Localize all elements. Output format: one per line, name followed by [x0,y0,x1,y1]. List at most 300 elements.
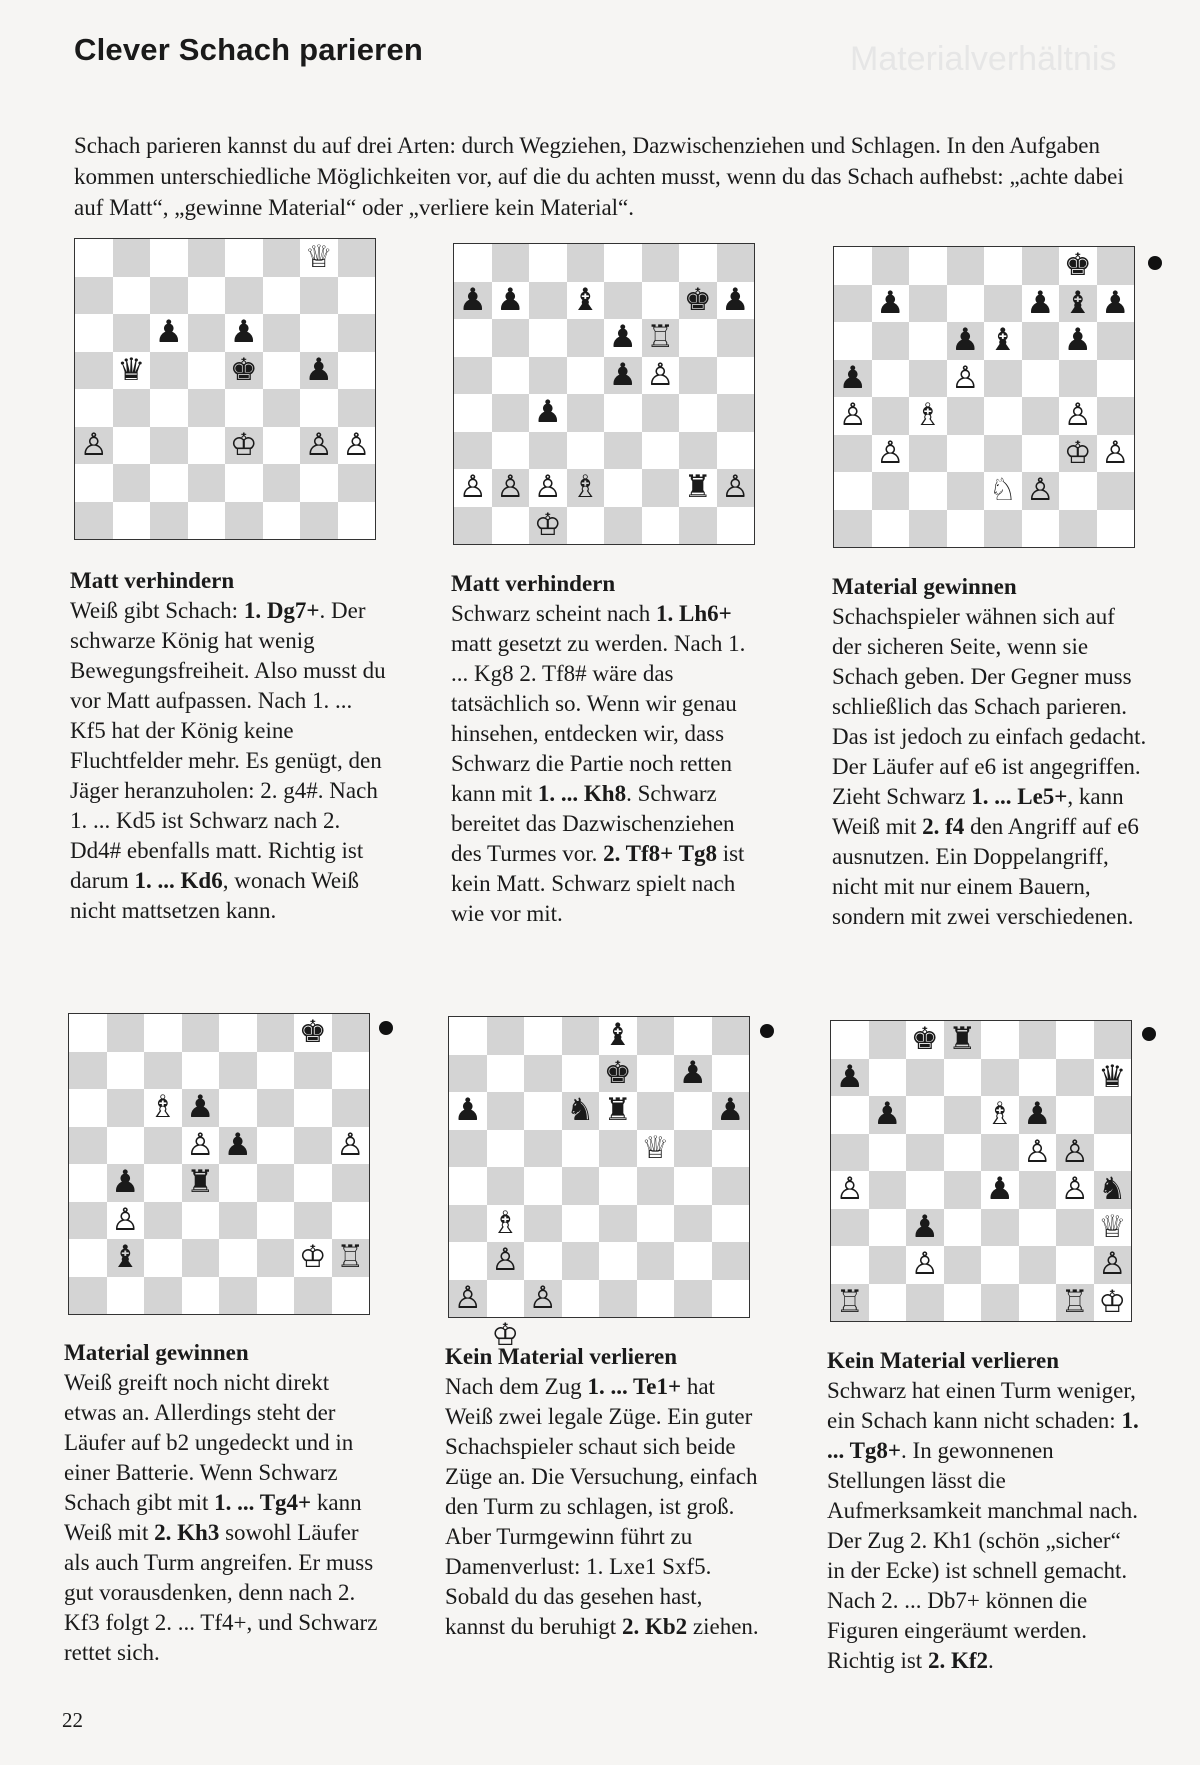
light-square [69,1239,107,1277]
black-pawn-piece: ♟ [458,281,487,318]
light-square [182,1277,220,1315]
light-square [487,1055,525,1093]
black-pawn-piece: ♟ [1101,284,1130,321]
dark-square [257,1164,295,1202]
light-square [674,1017,712,1055]
caption-heading: Material gewinnen [832,574,1017,599]
dark-square [449,1205,487,1243]
dark-square [219,1277,257,1315]
white-pawn-piece: ♙ [910,1246,939,1282]
light-square [263,427,301,465]
light-square [225,239,263,277]
light-square [150,239,188,277]
dark-square [637,1242,675,1280]
light-square [338,277,376,315]
dark-square [338,239,376,277]
light-square [75,464,113,502]
dark-square [1019,1246,1057,1284]
black-pawn-piece: ♟ [154,314,183,350]
dark-square [332,1014,370,1052]
move-notation: 1. Dg7+ [243,598,320,623]
dark-square [107,1014,145,1052]
light-square [1097,510,1135,548]
dark-square [294,1277,332,1315]
light-square [144,1014,182,1052]
dark-square [567,394,605,432]
light-square [869,1059,907,1097]
white-rook-piece: ♖ [646,319,675,355]
caption-body: Weiß gibt Schach: 1. Dg7+. Der schwarze König hat wenig Bewegungsfreiheit. Also musst du vor Matt aufpassen. Nach 1. ... Kf5 hat der König keine Fluchtfelder mehr. Es genügt, den Jäger heranzuholen: 2. g4#. Nach 1. ... Kd5 ist Schwarz nach 2. Dd4# ebenfalls matt. Richtig ist darum 1. ... Kd6, wonach Weiß nicht mattsetzen kann. [70,598,386,923]
caption-2 [451,569,767,929]
dark-square [1019,1171,1057,1209]
light-square [947,435,985,473]
dark-square [225,502,263,540]
black-pawn-piece: ♟ [678,1054,707,1091]
dark-square [1022,247,1060,285]
caption-5 [445,1342,761,1642]
black-pawn-piece: ♟ [608,319,637,355]
move-notation: 1. ... Te1+ [587,1374,682,1399]
black-bishop-piece: ♝ [603,1017,632,1053]
dark-square [834,510,872,548]
dark-square [1022,397,1060,435]
white-pawn-piece: ♙ [336,1126,365,1163]
dark-square [599,1130,637,1168]
light-square [872,360,910,398]
white-queen-piece: ♕ [641,1129,670,1166]
black-to-move-marker [1148,256,1162,270]
dark-square [637,1017,675,1055]
light-square [529,319,567,357]
dark-square [454,357,492,395]
black-king-piece: ♚ [1063,247,1092,283]
white-queen-piece: ♕ [1098,1208,1127,1245]
light-square [144,1239,182,1277]
move-notation: 2. Tf8+ Tg8 [603,841,717,866]
page-title: Clever Schach parieren [74,32,424,67]
dark-square [257,1089,295,1127]
white-pawn-piece: ♙ [458,469,487,505]
dark-square [1059,510,1097,548]
light-square [338,502,376,540]
light-square [257,1127,295,1165]
dark-square [599,1205,637,1243]
light-square [144,1164,182,1202]
light-square [562,1280,600,1318]
light-square [637,1205,675,1243]
light-square [449,1167,487,1205]
white-pawn-piece: ♙ [1063,397,1092,433]
chess-diagram-1 [74,238,376,540]
black-rook-piece: ♜ [603,1092,632,1128]
white-rook-piece: ♖ [835,1283,864,1320]
light-square [188,502,226,540]
dark-square [717,319,755,357]
move-notation: 2. f4 [922,814,965,839]
dark-square [712,1242,750,1280]
light-square [567,507,605,545]
black-bishop-piece: ♝ [988,322,1017,358]
light-square [869,1134,907,1172]
light-square [717,507,755,545]
dark-square [906,1134,944,1172]
dark-square [1056,1209,1094,1247]
white-pawn-piece: ♙ [304,426,333,463]
dark-square [872,472,910,510]
white-king-piece: ♔ [491,1317,520,1353]
dark-square [1022,322,1060,360]
move-notation: 1. ... Kh8 [537,781,627,806]
dark-square [1056,1059,1094,1097]
dark-square [454,507,492,545]
light-square [637,1280,675,1318]
light-square [981,1021,1019,1059]
white-queen-piece: ♕ [304,239,333,275]
light-square [1022,435,1060,473]
dark-square [981,1209,1019,1247]
light-square [219,1164,257,1202]
light-square [944,1134,982,1172]
dark-square [257,1014,295,1052]
dark-square [113,314,151,352]
black-pawn-piece: ♟ [716,1092,745,1128]
light-square [1056,1096,1094,1134]
chess-diagram-6 [830,1020,1132,1322]
dark-square [947,247,985,285]
light-square [1022,510,1060,548]
dark-square [144,1052,182,1090]
black-to-move-marker [760,1024,774,1038]
dark-square [717,244,755,282]
light-square [604,244,642,282]
dark-square [642,244,680,282]
white-pawn-piece: ♙ [1026,472,1055,508]
light-square [150,464,188,502]
dark-square [909,360,947,398]
dark-square [562,1017,600,1055]
light-square [984,247,1022,285]
dark-square [188,239,226,277]
dark-square [454,432,492,470]
light-square [75,389,113,427]
black-pawn-piece: ♟ [910,1208,939,1245]
move-notation: 2. Kb2 [621,1614,688,1639]
black-pawn-piece: ♟ [951,322,980,358]
light-square [524,1092,562,1130]
light-square [947,510,985,548]
dark-square [188,314,226,352]
black-knight-piece: ♞ [566,1092,595,1128]
black-pawn-piece: ♟ [186,1089,215,1125]
dark-square [1097,472,1135,510]
dark-square [637,1092,675,1130]
light-square [188,352,226,390]
light-square [219,1014,257,1052]
caption-heading: Material gewinnen [64,1340,249,1365]
dark-square [944,1171,982,1209]
light-square [294,1089,332,1127]
light-square [75,239,113,277]
move-notation: 1. Lh6+ [656,601,732,626]
light-square [1056,1021,1094,1059]
dark-square [219,1202,257,1240]
light-square [831,1021,869,1059]
dark-square [1097,322,1135,360]
white-pawn-piece: ♙ [342,426,371,463]
dark-square [674,1280,712,1318]
dark-square [144,1127,182,1165]
light-square [263,352,301,390]
black-pawn-piece: ♟ [111,1164,140,1200]
light-square [947,285,985,323]
dark-square [944,1096,982,1134]
light-square [332,1202,370,1240]
dark-square [487,1167,525,1205]
dark-square [263,464,301,502]
white-pawn-piece: ♙ [1023,1133,1052,1170]
white-bishop-piece: ♗ [913,397,942,433]
dark-square [150,502,188,540]
light-square [300,464,338,502]
dark-square [529,282,567,320]
light-square [529,244,567,282]
light-square [492,432,530,470]
dark-square [188,464,226,502]
light-square [831,1246,869,1284]
black-king-piece: ♚ [603,1054,632,1091]
caption-body: Nach dem Zug 1. ... Te1+ hat Weiß zwei legale Züge. Ein guter Schachspieler schaut sich beide Züge an. Die Versuchung, einfach den Turm zu schlagen, ist groß. Aber Turmgewinn führt zu Damenverlust: 1. Lxe1 Sxf5. Sobald du das gesehen hast, kannst du beruhigt 2. Kb2 ziehen. [445,1374,759,1639]
light-square [113,502,151,540]
dark-square [1097,247,1135,285]
light-square [642,432,680,470]
dark-square [263,239,301,277]
white-bishop-piece: ♗ [148,1089,177,1125]
black-rook-piece: ♜ [948,1021,977,1057]
light-square [637,1055,675,1093]
light-square [182,1202,220,1240]
light-square [113,427,151,465]
caption-3 [832,572,1148,932]
light-square [454,319,492,357]
dark-square [524,1130,562,1168]
move-notation: 1. ... Le5+ [971,784,1068,809]
light-square [984,397,1022,435]
dark-square [984,360,1022,398]
light-square [679,244,717,282]
dark-square [182,1014,220,1052]
white-pawn-piece: ♙ [186,1126,215,1163]
black-bishop-piece: ♝ [111,1239,140,1275]
dark-square [1059,360,1097,398]
dark-square [294,1127,332,1165]
dark-square [69,1052,107,1090]
light-square [604,394,642,432]
dark-square [984,285,1022,323]
light-square [332,1052,370,1090]
dark-square [332,1089,370,1127]
dark-square [831,1209,869,1247]
light-square [454,394,492,432]
light-square [712,1055,750,1093]
black-pawn-piece: ♟ [453,1092,482,1128]
black-pawn-piece: ♟ [873,1096,902,1132]
move-notation: 2. Kh3 [154,1520,220,1545]
dark-square [300,502,338,540]
dark-square [449,1055,487,1093]
dark-square [944,1246,982,1284]
white-king-piece: ♔ [533,506,562,543]
light-square [906,1171,944,1209]
light-square [1097,360,1135,398]
dark-square [150,352,188,390]
dark-square [113,389,151,427]
light-square [1022,360,1060,398]
dark-square [679,357,717,395]
black-pawn-piece: ♟ [223,1126,252,1163]
dark-square [1019,1021,1057,1059]
dark-square [492,394,530,432]
white-pawn-piece: ♙ [951,359,980,396]
dark-square [144,1202,182,1240]
dark-square [524,1055,562,1093]
light-square [225,464,263,502]
dark-square [529,432,567,470]
caption-heading: Kein Material verlieren [827,1348,1060,1373]
dark-square [188,389,226,427]
black-rook-piece: ♜ [186,1164,215,1200]
black-bishop-piece: ♝ [1063,284,1092,321]
white-pawn-piece: ♙ [453,1279,482,1316]
white-pawn-piece: ♙ [528,1279,557,1316]
dark-square [869,1171,907,1209]
light-square [834,322,872,360]
black-pawn-piece: ♟ [1026,284,1055,321]
white-pawn-piece: ♙ [876,434,905,471]
dark-square [712,1167,750,1205]
light-square [449,1242,487,1280]
light-square [454,244,492,282]
dark-square [113,464,151,502]
white-bishop-piece: ♗ [985,1096,1014,1132]
chess-diagram-5 [448,1016,750,1353]
light-square [944,1059,982,1097]
light-square [492,507,530,545]
dark-square [107,1089,145,1127]
white-king-piece: ♔ [229,426,258,463]
dark-square [642,394,680,432]
light-square [107,1127,145,1165]
dark-square [150,277,188,315]
light-square [332,1277,370,1315]
black-pawn-piece: ♟ [1023,1096,1052,1132]
dark-square [712,1017,750,1055]
light-square [487,1280,525,1318]
dark-square [338,389,376,427]
dark-square [717,394,755,432]
chess-diagram-4 [68,1013,370,1315]
dark-square [75,502,113,540]
light-square [487,1130,525,1168]
black-pawn-piece: ♟ [721,281,750,318]
light-square [107,1277,145,1315]
white-pawn-piece: ♙ [496,469,525,505]
dark-square [562,1242,600,1280]
dark-square [487,1017,525,1055]
black-pawn-piece: ♟ [835,1058,864,1095]
light-square [679,394,717,432]
light-square [981,1246,1019,1284]
light-square [717,432,755,470]
white-pawn-piece: ♙ [1101,434,1130,471]
move-notation: 1. ... Kd6 [134,868,223,893]
black-to-move-marker [379,1021,393,1035]
light-square [294,1164,332,1202]
dark-square [225,277,263,315]
light-square [906,1096,944,1134]
light-square [1019,1209,1057,1247]
dark-square [219,1052,257,1090]
white-king-piece: ♔ [1063,434,1092,471]
dark-square [492,244,530,282]
dark-square [984,510,1022,548]
light-square [679,319,717,357]
dark-square [604,507,642,545]
light-square [642,507,680,545]
dark-square [75,352,113,390]
dark-square [906,1284,944,1322]
black-king-piece: ♚ [683,281,712,318]
light-square [524,1167,562,1205]
chess-diagram-3 [833,246,1135,548]
dark-square [75,277,113,315]
bleed-through-text: Materialverhältnis [850,40,1117,78]
black-bishop-piece: ♝ [571,281,600,318]
black-pawn-piece: ♟ [838,359,867,396]
light-square [338,352,376,390]
light-square [944,1284,982,1322]
light-square [674,1242,712,1280]
dark-square [182,1239,220,1277]
light-square [869,1284,907,1322]
caption-body: Schwarz scheint nach 1. Lh6+ matt gesetzt zu werden. Nach 1. ... Kg8 2. Tf8# wäre das tatsächlich so. Wenn wir genau hinsehen, entdecken wir, dass Schwarz die Partie noch retten kann mit 1. ... Kh8. Schwarz bereitet das Dazwischenziehen des Turmes vor. 2. Tf8+ Tg8 ist kein Matt. Schwarz spielt nach wie vor mit. [451,601,746,926]
light-square [1019,1059,1057,1097]
page-number: 22 [62,1708,83,1732]
caption-body: Weiß greift noch nicht direkt etwas an. Allerdings steht der Läufer auf b2 ungedeckt und in einer Batterie. Wenn Schwarz Schach gibt mit 1. ... Tg4+ kann Weiß mit 2. Kh3 sowohl Läufer als auch Turm angreifen. Er muss gut vorausdenken, denn nach 2. Kf3 folgt 2. ... Tf4+, und Schwarz rettet sich. [64,1370,378,1665]
caption-4 [64,1338,380,1668]
light-square [1019,1284,1057,1322]
dark-square [338,314,376,352]
light-square [909,322,947,360]
light-square [567,432,605,470]
black-pawn-piece: ♟ [876,284,905,321]
dark-square [831,1134,869,1172]
light-square [1094,1134,1132,1172]
dark-square [113,239,151,277]
dark-square [872,322,910,360]
black-queen-piece: ♛ [117,351,146,388]
dark-square [300,277,338,315]
light-square [909,247,947,285]
light-square [599,1167,637,1205]
black-king-piece: ♚ [298,1014,327,1050]
black-pawn-piece: ♟ [229,314,258,350]
dark-square [263,314,301,352]
white-rook-piece: ♖ [1060,1283,1089,1320]
light-square [69,1089,107,1127]
light-square [188,427,226,465]
white-pawn-piece: ♙ [79,426,108,463]
white-rook-piece: ♖ [336,1239,365,1275]
